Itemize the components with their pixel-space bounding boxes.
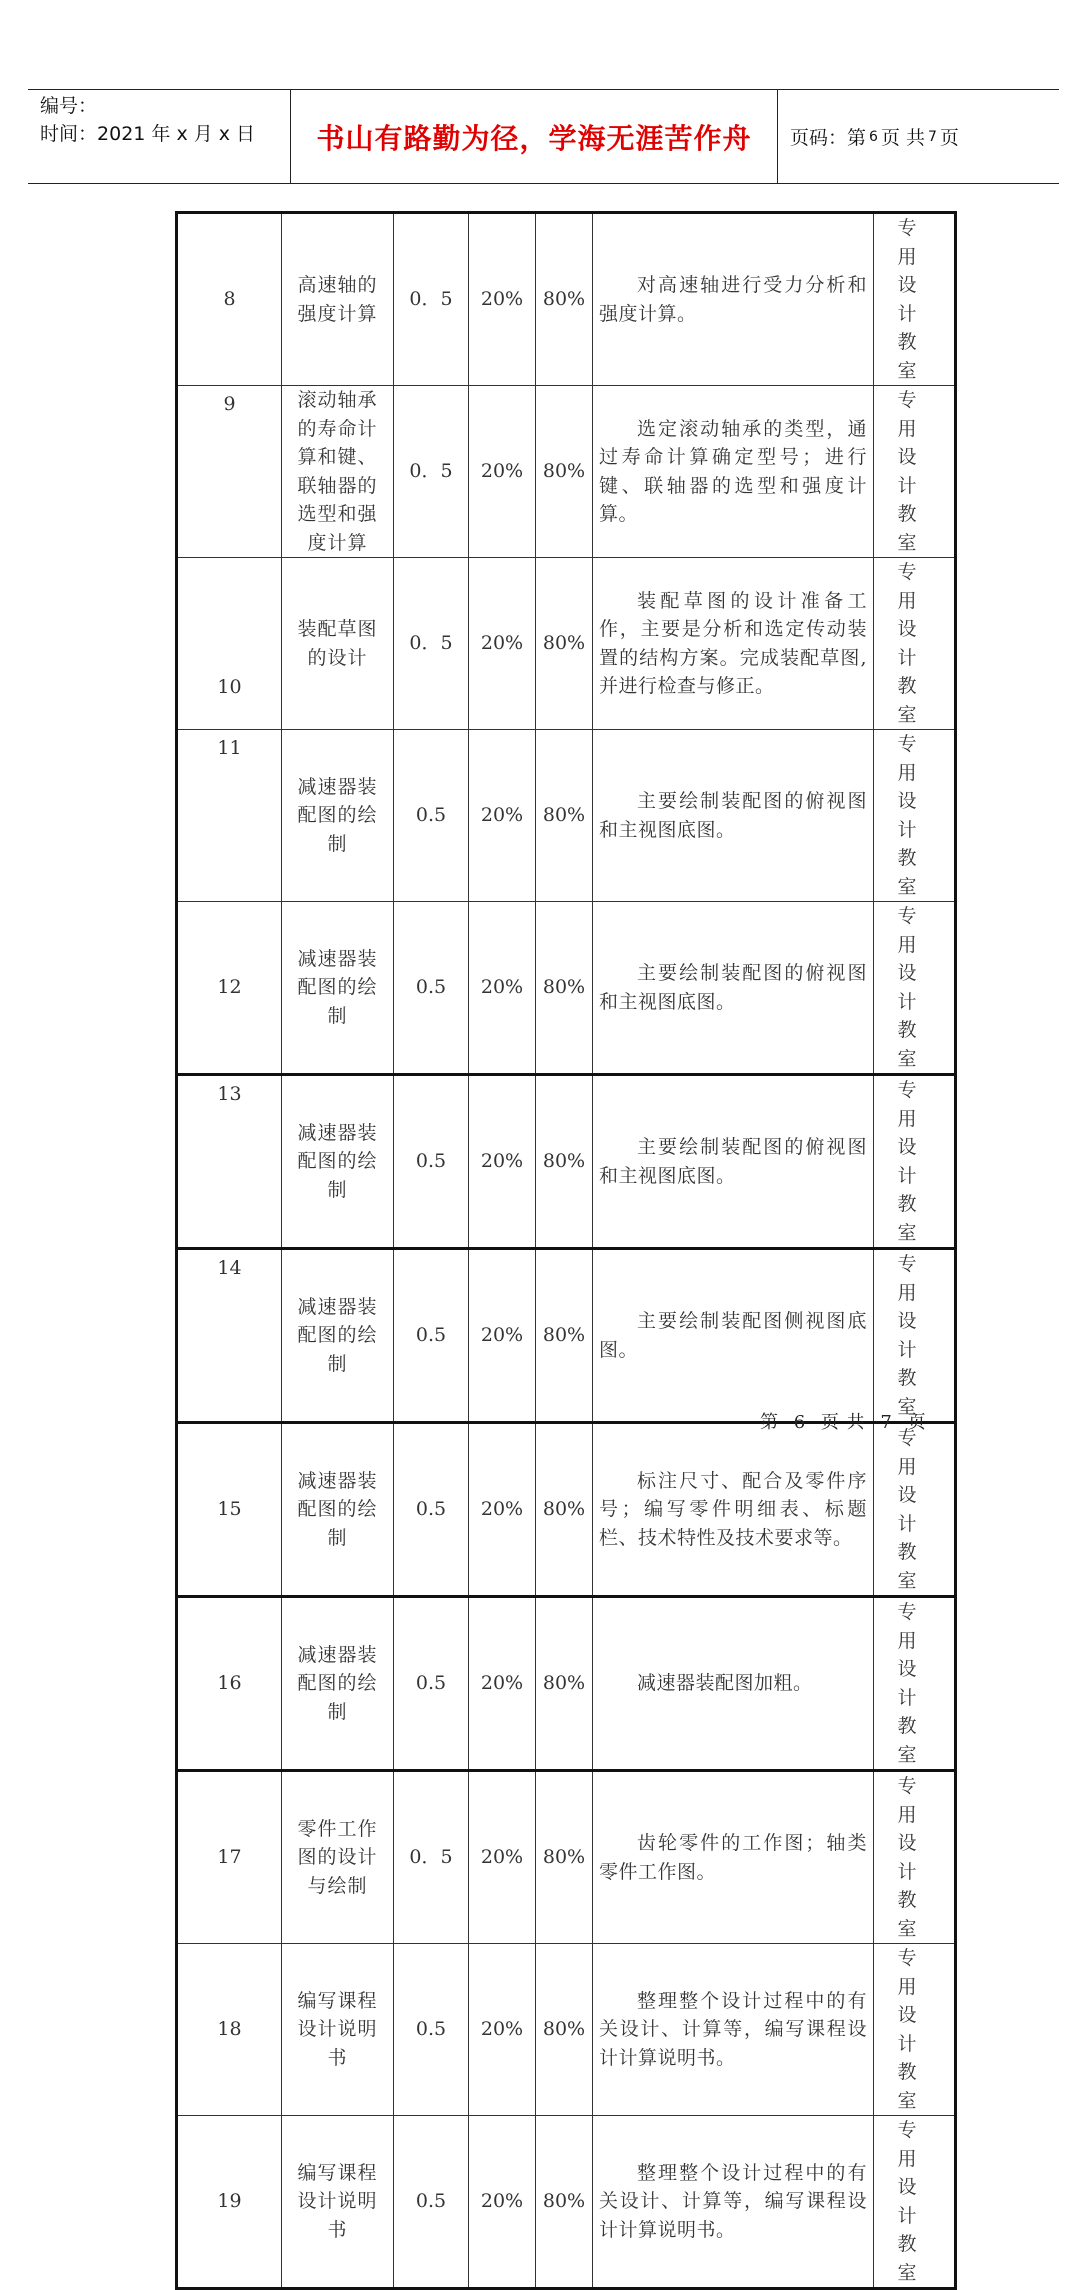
hours-cell: 0.5 — [394, 1944, 469, 2116]
percent-b-cell: 80% — [536, 558, 593, 730]
page-footer — [760, 1408, 927, 1434]
percent-b-cell: 80% — [536, 1597, 593, 1771]
location-line: 教 室 — [897, 1715, 931, 1766]
table-row — [177, 1771, 956, 1944]
page-header — [28, 89, 1059, 184]
footer-mid: 页 共 — [820, 1412, 866, 1433]
location-cell — [874, 1597, 956, 1771]
location-line: 专 用 — [897, 1079, 931, 1130]
location-line: 设 计 — [897, 274, 931, 325]
location-line: 专 用 — [897, 1775, 931, 1826]
page-total: 7 — [927, 128, 937, 145]
location-line: 专 用 — [897, 1601, 931, 1652]
task-title-cell: 编写课程设计说明书 — [282, 1944, 394, 2116]
location-line: 教 室 — [897, 2233, 931, 2284]
percent-a-cell: 20% — [469, 1075, 536, 1249]
location-cell — [874, 1771, 956, 1944]
location-line: 教 室 — [897, 1019, 931, 1070]
page-current: 6 — [869, 128, 878, 145]
location-line: 专 用 — [897, 905, 931, 956]
task-title-cell: 编写课程设计说明书 — [282, 2116, 394, 2289]
description-cell: 对高速轴进行受力分析和强度计算。 — [593, 213, 874, 386]
percent-a-cell: 20% — [469, 1597, 536, 1771]
location-line: 专 用 — [897, 733, 931, 784]
header-page-number — [790, 90, 959, 183]
percent-b-cell: 80% — [536, 730, 593, 902]
task-title-cell: 滚动轴承的寿命计算和键、联轴器的选型和强度计算 — [282, 386, 394, 558]
table-row — [177, 730, 956, 902]
row-number-cell: 14 — [177, 1249, 282, 1423]
percent-a-cell: 20% — [469, 2116, 536, 2289]
row-number-cell: 19 — [177, 2116, 282, 2289]
footer-suffix: 页 — [907, 1412, 927, 1433]
location-cell — [874, 386, 956, 558]
location-line: 教 室 — [897, 503, 931, 554]
location-line: 专 用 — [897, 1253, 931, 1304]
description-cell: 主要绘制装配图的俯视图和主视图底图。 — [593, 902, 874, 1075]
schedule-table-body — [177, 213, 956, 2289]
task-title-cell: 零件工作图的设计与绘制 — [282, 1771, 394, 1944]
location-line: 教 室 — [897, 1193, 931, 1244]
location-line: 设 计 — [897, 1310, 931, 1361]
code-label: 编号： — [40, 95, 98, 117]
location-line: 教 室 — [897, 1889, 931, 1940]
table-row — [177, 2116, 956, 2289]
description-cell: 标注尺寸、配合及零件序号；编写零件明细表、标题栏、技术特性及技术要求等。 — [593, 1423, 874, 1597]
location-line: 专 用 — [897, 1427, 931, 1478]
location-cell — [874, 1249, 956, 1423]
header-meta — [40, 92, 290, 148]
location-line: 设 计 — [897, 790, 931, 841]
location-line: 教 室 — [897, 847, 931, 898]
location-line: 设 计 — [897, 618, 931, 669]
task-title-cell: 减速器装配图的绘制 — [282, 902, 394, 1075]
location-line: 教 室 — [897, 675, 931, 726]
description-cell: 减速器装配图加粗。 — [593, 1597, 874, 1771]
hours-cell: 0.5 — [394, 1597, 469, 1771]
header-motto: 书山有路勤为径，学海无涯苦作舟 — [316, 121, 752, 155]
table-row — [177, 1597, 956, 1771]
location-line: 设 计 — [897, 1136, 931, 1187]
location-line: 设 计 — [897, 1658, 931, 1709]
location-line: 专 用 — [897, 2119, 931, 2170]
hours-cell: 0.5 — [394, 730, 469, 902]
hours-cell: 0.5 — [394, 1249, 469, 1423]
description-cell: 齿轮零件的工作图；轴类零件工作图。 — [593, 1771, 874, 1944]
task-title-cell: 高速轴的强度计算 — [282, 213, 394, 386]
table-row — [177, 1423, 956, 1597]
percent-a-cell: 20% — [469, 558, 536, 730]
location-cell — [874, 2116, 956, 2289]
hours-cell: 0.5 — [394, 1075, 469, 1249]
percent-b-cell: 80% — [536, 2116, 593, 2289]
percent-b-cell: 80% — [536, 902, 593, 1075]
percent-b-cell: 80% — [536, 213, 593, 386]
percent-b-cell: 80% — [536, 1944, 593, 2116]
row-number-cell: 12 — [177, 902, 282, 1075]
description-cell: 整理整个设计过程中的有关设计、计算等，编写课程设计计算说明书。 — [593, 2116, 874, 2289]
description-cell: 整理整个设计过程中的有关设计、计算等，编写课程设计计算说明书。 — [593, 1944, 874, 2116]
hours-cell: 0.5 — [394, 2116, 469, 2289]
hours-cell: 0.5 — [394, 1423, 469, 1597]
location-line: 设 计 — [897, 962, 931, 1013]
footer-prefix: 第 — [760, 1412, 779, 1433]
percent-a-cell: 20% — [469, 1771, 536, 1944]
footer-total: 7 — [880, 1412, 893, 1433]
location-line: 设 计 — [897, 446, 931, 497]
row-number-cell: 13 — [177, 1075, 282, 1249]
row-number-cell: 18 — [177, 1944, 282, 2116]
row-number-cell: 17 — [177, 1771, 282, 1944]
description-cell: 主要绘制装配图的俯视图和主视图底图。 — [593, 730, 874, 902]
percent-a-cell: 20% — [469, 1423, 536, 1597]
row-number-cell: 8 — [177, 213, 282, 386]
footer-current: 6 — [793, 1412, 807, 1433]
description-cell: 主要绘制装配图的俯视图和主视图底图。 — [593, 1075, 874, 1249]
percent-b-cell: 80% — [536, 1423, 593, 1597]
hours-cell: 0.5 — [394, 902, 469, 1075]
description-cell: 主要绘制装配图侧视图底图。 — [593, 1249, 874, 1423]
location-cell — [874, 213, 956, 386]
location-line: 专 用 — [897, 217, 931, 268]
percent-a-cell: 20% — [469, 386, 536, 558]
table-row — [177, 902, 956, 1075]
task-title-cell: 减速器装配图的绘制 — [282, 1075, 394, 1249]
hours-cell: 0．5 — [394, 386, 469, 558]
page-mid: 页 共 — [880, 127, 925, 149]
percent-a-cell: 20% — [469, 902, 536, 1075]
location-cell — [874, 1075, 956, 1249]
date-label: 时间： — [40, 123, 98, 145]
page-label: 页码：第 — [790, 127, 867, 149]
task-title-cell: 减速器装配图的绘制 — [282, 1423, 394, 1597]
task-title-cell: 装配草图的设计 — [282, 558, 394, 730]
location-line: 专 用 — [897, 389, 931, 440]
location-line: 设 计 — [897, 2004, 931, 2055]
date-line — [40, 120, 290, 148]
location-cell — [874, 1423, 956, 1597]
percent-a-cell: 20% — [469, 213, 536, 386]
table-row — [177, 1249, 956, 1423]
location-line: 设 计 — [897, 1832, 931, 1883]
date-value: 2021 年 x 月 x 日 — [97, 123, 256, 145]
hours-cell: 0．5 — [394, 558, 469, 730]
table-row — [177, 386, 956, 558]
percent-b-cell: 80% — [536, 1249, 593, 1423]
table-row — [177, 558, 956, 730]
task-title-cell: 减速器装配图的绘制 — [282, 1249, 394, 1423]
location-line: 专 用 — [897, 1947, 931, 1998]
table-row — [177, 1075, 956, 1249]
description-cell: 选定滚动轴承的类型，通过寿命计算确定型号；进行键、联轴器的选型和强度计算。 — [593, 386, 874, 558]
location-line: 教 室 — [897, 331, 931, 382]
table-row — [177, 213, 956, 386]
task-title-cell: 减速器装配图的绘制 — [282, 1597, 394, 1771]
location-line: 教 室 — [897, 1367, 931, 1418]
percent-b-cell: 80% — [536, 386, 593, 558]
header-divider — [777, 90, 778, 183]
hours-cell: 0．5 — [394, 213, 469, 386]
percent-a-cell: 20% — [469, 730, 536, 902]
location-cell — [874, 558, 956, 730]
location-line: 设 计 — [897, 1484, 931, 1535]
location-cell — [874, 1944, 956, 2116]
hours-cell: 0．5 — [394, 1771, 469, 1944]
location-line: 教 室 — [897, 1541, 931, 1592]
location-line: 专 用 — [897, 561, 931, 612]
task-title-cell: 减速器装配图的绘制 — [282, 730, 394, 902]
percent-a-cell: 20% — [469, 1249, 536, 1423]
row-number-cell: 16 — [177, 1597, 282, 1771]
description-cell: 装配草图的设计准备工作，主要是分析和选定传动装置的结构方案。完成装配草图,并进行检查与修正。 — [593, 558, 874, 730]
percent-b-cell: 80% — [536, 1771, 593, 1944]
percent-b-cell: 80% — [536, 1075, 593, 1249]
location-line: 设 计 — [897, 2176, 931, 2227]
row-number-cell: 15 — [177, 1423, 282, 1597]
percent-a-cell: 20% — [469, 1944, 536, 2116]
row-number-cell: 10 — [177, 558, 282, 730]
schedule-table — [175, 211, 957, 2290]
row-number-cell: 11 — [177, 730, 282, 902]
location-line: 教 室 — [897, 2061, 931, 2112]
row-number-cell: 9 — [177, 386, 282, 558]
location-cell — [874, 730, 956, 902]
page-end: 页 — [939, 127, 959, 149]
location-cell — [874, 902, 956, 1075]
table-row — [177, 1944, 956, 2116]
